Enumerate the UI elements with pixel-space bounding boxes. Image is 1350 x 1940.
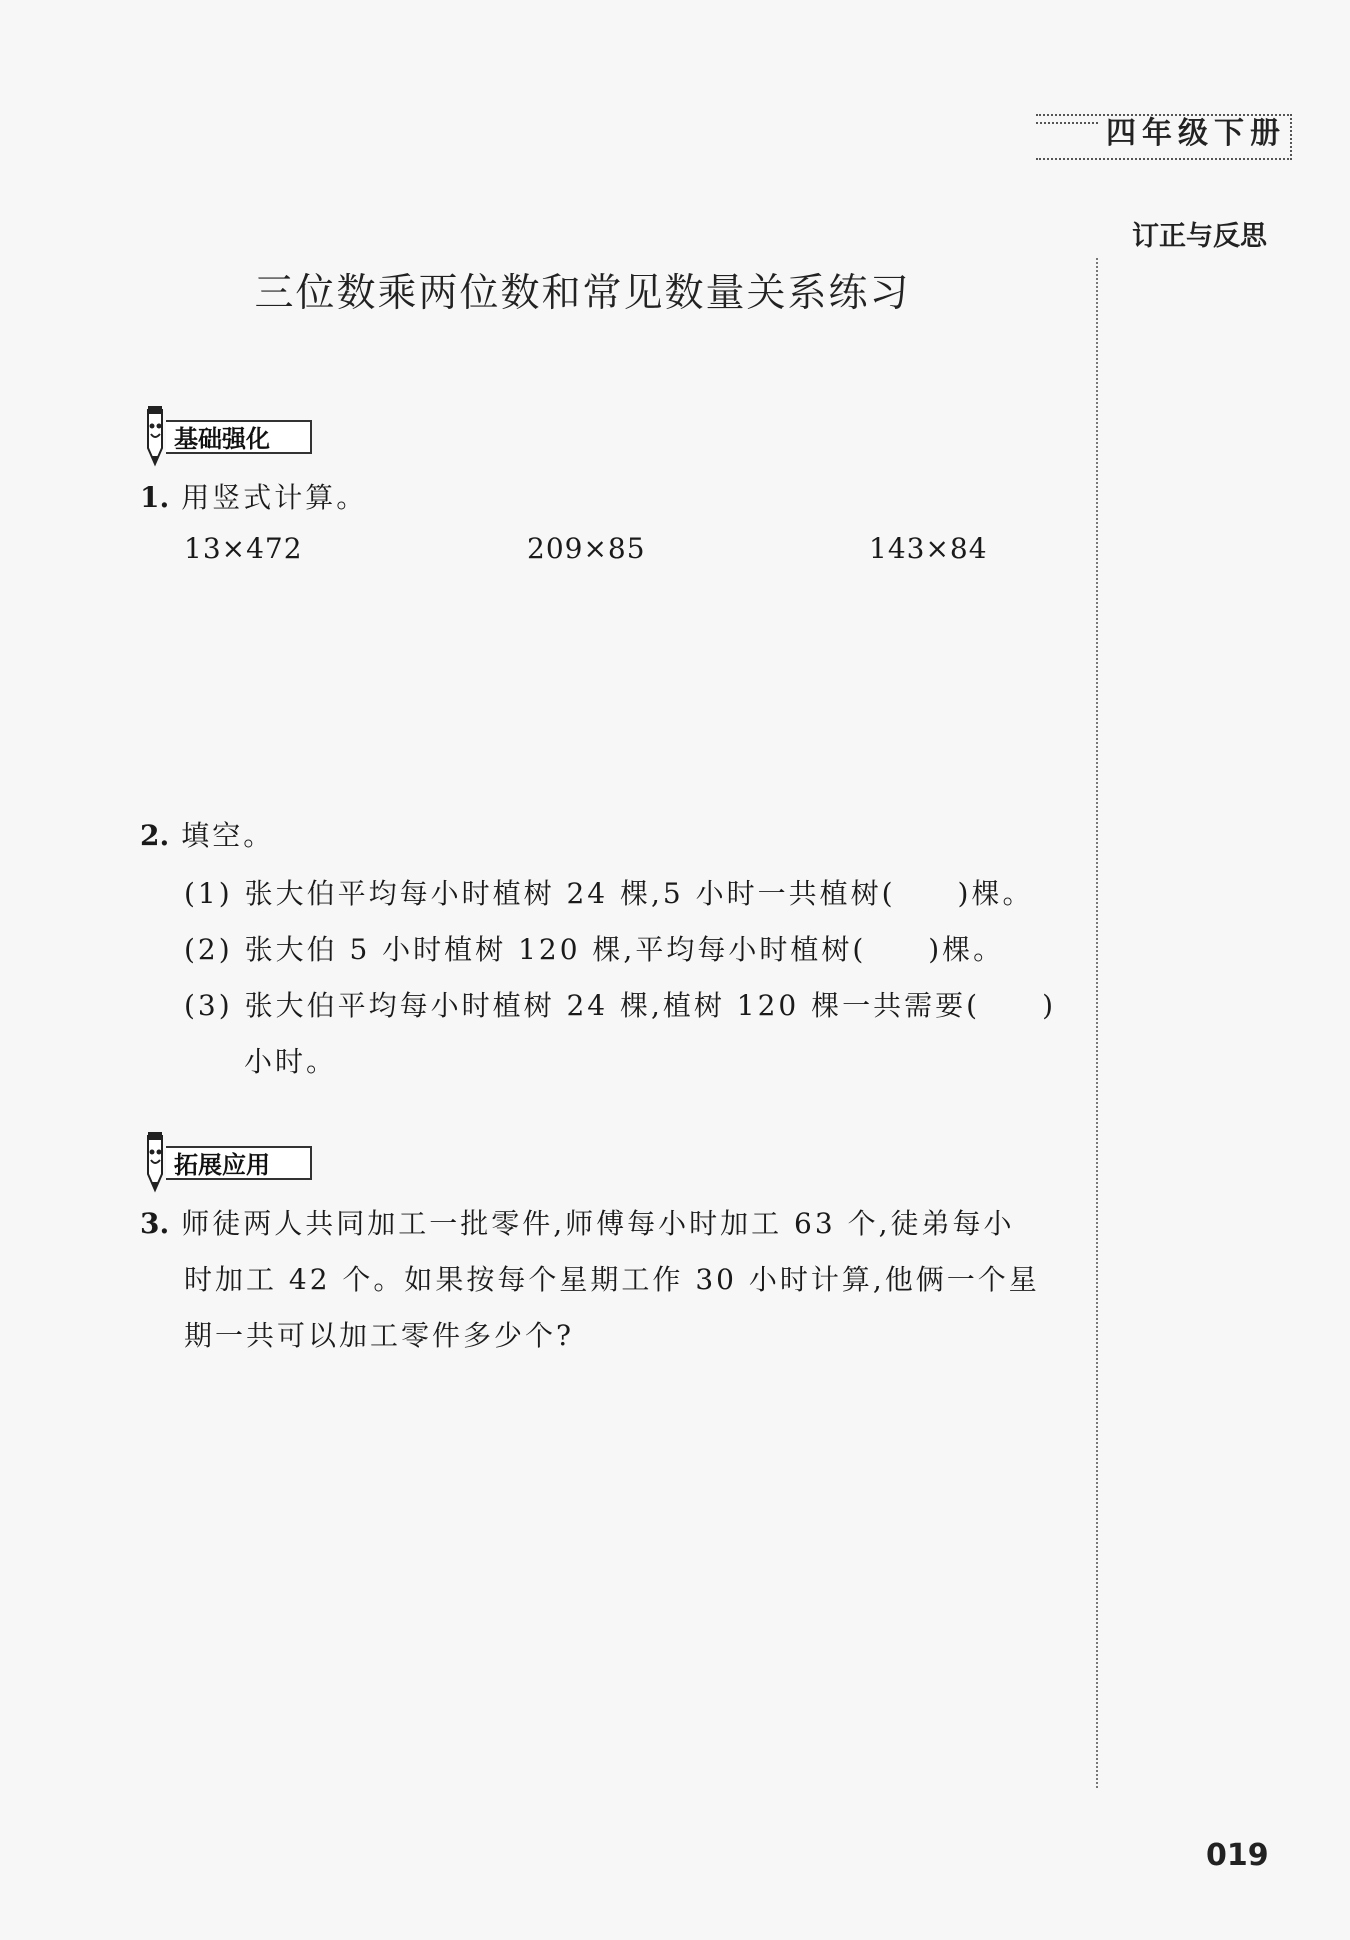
section-basic: [140, 410, 316, 462]
question-number: 3.: [140, 1207, 170, 1240]
fill-blank-3-cont: 小时。: [244, 1045, 338, 1078]
calc-item-1: 13×472: [184, 532, 303, 565]
question-number: 1.: [140, 481, 170, 514]
question-3: [140, 1202, 1014, 1242]
question-text: 填空。: [181, 819, 275, 852]
section-extension: [140, 1136, 316, 1188]
question-text-line-1: 师徒两人共同加工一批零件,师傅每小时加工 63 个,徒弟每小: [181, 1207, 1015, 1240]
fill-blank-3: (3) 张大伯平均每小时植树 24 棵,植树 120 棵一共需要( ): [184, 989, 1056, 1022]
fill-blank-2: (2) 张大伯 5 小时植树 120 棵,平均每小时植树( )棵。: [184, 933, 1005, 966]
section-label: 拓展应用: [166, 1146, 312, 1180]
question-1: [140, 476, 367, 516]
question-text-line-2: 时加工 42 个。如果按每个星期工作 30 小时计算,他俩一个星: [184, 1263, 1040, 1296]
section-label: 基础强化: [166, 420, 312, 454]
fill-blank-1: (1) 张大伯平均每小时植树 24 棵,5 小时一共植树( )棵。: [184, 877, 1034, 910]
question-text-line-3: 期一共可以加工零件多少个?: [184, 1319, 575, 1352]
calc-item-3: 143×84: [869, 532, 988, 565]
calc-item-2: 209×85: [527, 532, 646, 565]
correction-column-label: 订正与反思: [1132, 221, 1267, 252]
question-2: [140, 814, 274, 854]
column-divider: [1096, 258, 1098, 1788]
question-text: 用竖式计算。: [181, 481, 368, 514]
page-number: 019: [1206, 1838, 1269, 1873]
grade-label: 四年级下册: [1106, 116, 1286, 151]
page-title: 三位数乘两位数和常见数量关系练习: [254, 271, 911, 316]
question-number: 2.: [140, 819, 170, 852]
